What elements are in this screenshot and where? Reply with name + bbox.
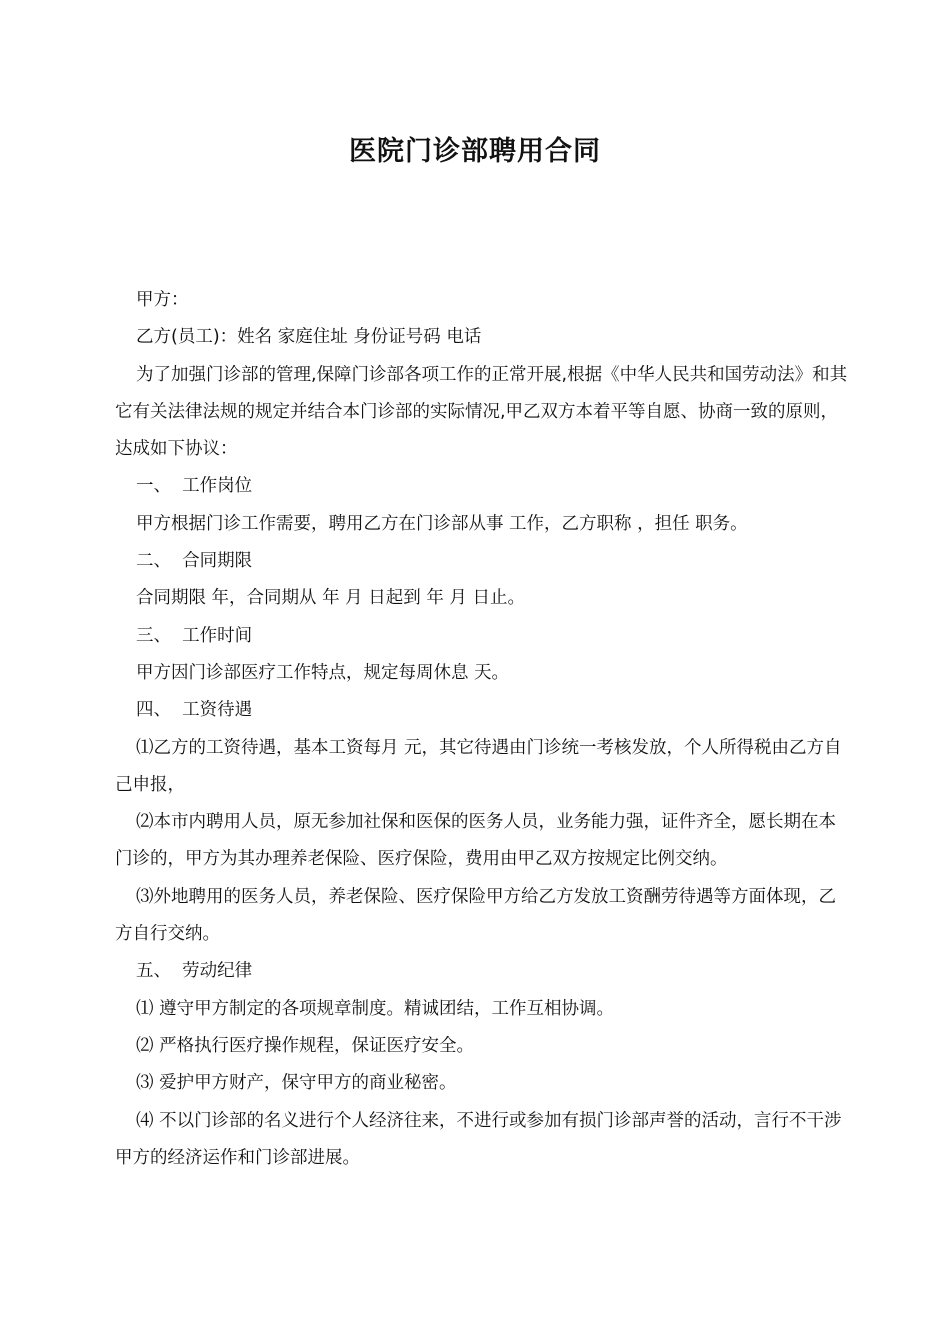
salary-item-1: ⑴乙方的工资待遇，基本工资每月 元，其它待遇由门诊统一考核发放，个人所得税由乙方自己申报，	[115, 737, 842, 795]
salary-item-3: ⑶外地聘用的医务人员，养老保险、医疗保险甲方给乙方发放工资酬劳待遇等方面体现，乙方自行交纳。	[115, 886, 836, 945]
hours-paragraph: 甲方因门诊部医疗工作特点，规定每周休息 天。	[136, 662, 510, 683]
document-body	[115, 282, 850, 1177]
document-title: 医院门诊部聘用合同	[349, 136, 601, 167]
discipline-item-4: ⑷ 不以门诊部的名义进行个人经济往来，不进行或参加有损门诊部声誉的活动，言行不干涉甲方的经济运作和门诊部进展。	[115, 1110, 842, 1168]
discipline-item-3: ⑶ 爱护甲方财产，保守甲方的商业秘密。	[136, 1073, 457, 1094]
term-paragraph: 合同期限 年，合同期从 年 月 日起到 年 月 日止。	[136, 588, 525, 609]
discipline-item-2: ⑵ 严格执行医疗操作规程，保证医疗安全。	[136, 1035, 475, 1056]
discipline-item-1: ⑴ 遵守甲方制定的各项规章制度。精诚团结，工作互相协调。	[136, 998, 615, 1019]
party-a-line: 甲方：	[136, 290, 189, 310]
section-heading-discipline: 五、 劳动纪律	[136, 961, 253, 982]
section-heading-salary: 四、 工资待遇	[136, 700, 253, 721]
party-b-line: 乙方(员工)：姓名 家庭住址 身份证号码 电话	[136, 327, 482, 348]
salary-item-2: ⑵本市内聘用人员，原无参加社保和医保的医务人员，业务能力强，证件齐全，愿长期在本门诊的，甲方为其办理养老保险、医疗保险，费用由甲乙双方按规定比例交纳。	[115, 812, 836, 870]
section-heading-term: 二、 合同期限	[136, 551, 253, 572]
position-paragraph: 甲方根据门诊工作需要，聘用乙方在门诊部从事 工作，乙方职称 ，担任 职务。	[136, 513, 748, 534]
preamble-paragraph: 为了加强门诊部的管理,保障门诊部各项工作的正常开展,根据《中华人民共和国劳动法》和其它有关法律法规的规定并结合本门诊部的实际情况,甲乙双方本着平等自愿、协商一致的原则，达成如下协议：	[115, 364, 848, 460]
section-heading-position: 一、 工作岗位	[136, 476, 253, 497]
section-heading-hours: 三、 工作时间	[136, 625, 253, 646]
